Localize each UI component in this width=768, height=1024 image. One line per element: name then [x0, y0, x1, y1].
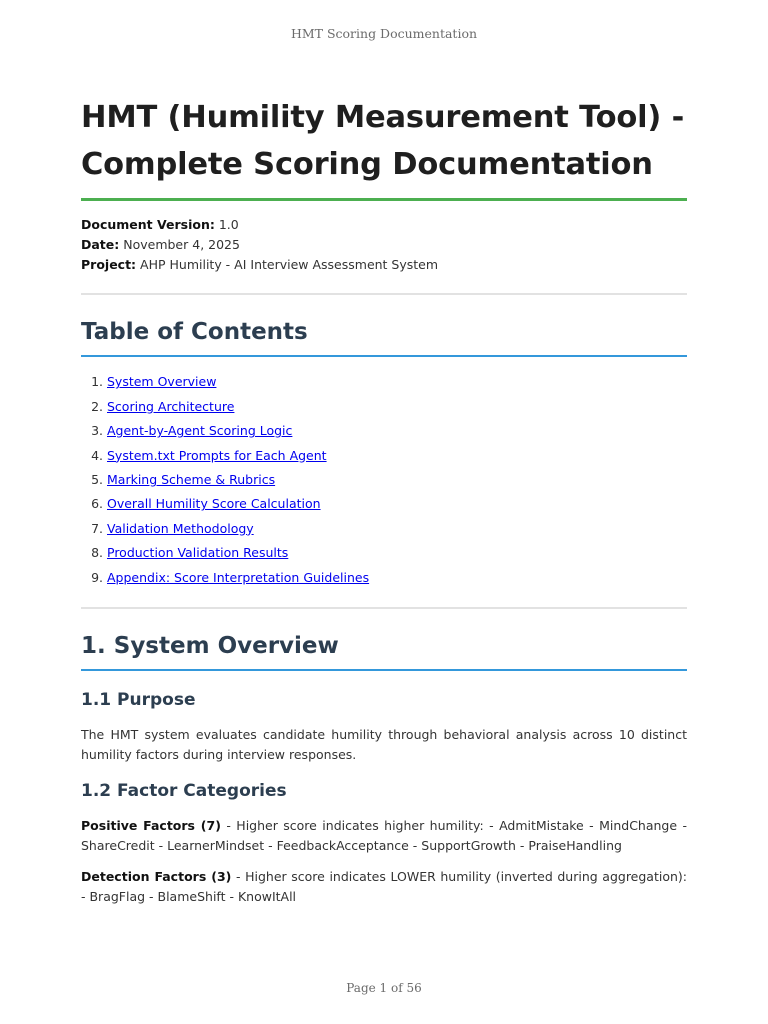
toc-link-system-prompts[interactable]: System.txt Prompts for Each Agent [107, 447, 327, 463]
document-meta [81, 215, 687, 274]
toc-heading-rule [81, 355, 687, 357]
running-header: HMT Scoring Documentation [290, 26, 478, 41]
horizontal-rule [81, 293, 687, 295]
project-value: AHP Humility - AI Interview Assessment System [136, 256, 439, 272]
toc-item [107, 492, 687, 516]
detection-factors-label: Detection Factors (3) [81, 869, 232, 885]
toc-link-appendix[interactable]: Appendix: Score Interpretation Guidelines [107, 569, 370, 585]
toc-item [107, 517, 687, 541]
horizontal-rule [81, 607, 687, 609]
purpose-paragraph: The HMT system evaluates candidate humility through behavioral analysis across 10 distinct humility factors during interview responses. [81, 727, 687, 762]
version-label: Document Version: [81, 217, 215, 232]
toc-link-production-results[interactable]: Production Validation Results [107, 545, 289, 561]
toc-item [107, 468, 687, 492]
toc-item [107, 395, 687, 419]
title-line-1: HMT (Humility Measurement Tool) - [81, 100, 685, 135]
toc-link-marking-scheme[interactable]: Marking Scheme & Rubrics [107, 472, 276, 488]
positive-factors-paragraph [81, 816, 687, 855]
positive-factors-text: - Higher score indicates higher humility: - AdmitMistake - MindChange - ShareCredit - LearnerMindset - FeedbackAcceptance - SupportGrowth - PraiseHandling [81, 818, 687, 853]
date-label: Date: [81, 236, 120, 252]
subsection-heading-purpose: 1.1 Purpose [81, 690, 196, 711]
title-line-2: Complete Scoring Documentation [81, 147, 653, 182]
table-of-contents [81, 370, 687, 590]
date-value: November 4, 2025 [119, 236, 240, 252]
toc-item [107, 566, 687, 590]
title-divider [81, 198, 687, 201]
version-value: 1.0 [214, 217, 239, 232]
page-number: Page 1 of 56 [346, 981, 422, 995]
meta-version [81, 215, 687, 235]
toc-heading: Table of Contents [81, 319, 308, 346]
toc-item [107, 370, 687, 394]
detection-factors-paragraph [81, 867, 687, 906]
toc-link-agent-scoring-logic[interactable]: Agent-by-Agent Scoring Logic [107, 423, 293, 439]
section-heading-system-overview: 1. System Overview [81, 633, 339, 660]
meta-date [81, 235, 687, 255]
toc-item [107, 419, 687, 443]
toc-item [107, 541, 687, 565]
toc-link-overall-score[interactable]: Overall Humility Score Calculation [107, 496, 321, 512]
subsection-heading-factor-categories: 1.2 Factor Categories [81, 781, 287, 802]
project-label: Project: [81, 256, 137, 272]
document-title [81, 94, 687, 188]
toc-link-scoring-architecture[interactable]: Scoring Architecture [107, 398, 235, 414]
detection-factors-text: - Higher score indicates LOWER humility (inverted during aggregation): - BragFlag - BlameShift - KnowItAll [81, 869, 687, 904]
toc-link-system-overview[interactable]: System Overview [107, 374, 217, 390]
toc-link-validation-methodology[interactable]: Validation Methodology [107, 520, 254, 536]
section-heading-rule [81, 669, 687, 671]
positive-factors-label: Positive Factors (7) [81, 818, 221, 834]
document-body [81, 94, 687, 906]
meta-project [81, 255, 687, 275]
toc-item [107, 444, 687, 468]
